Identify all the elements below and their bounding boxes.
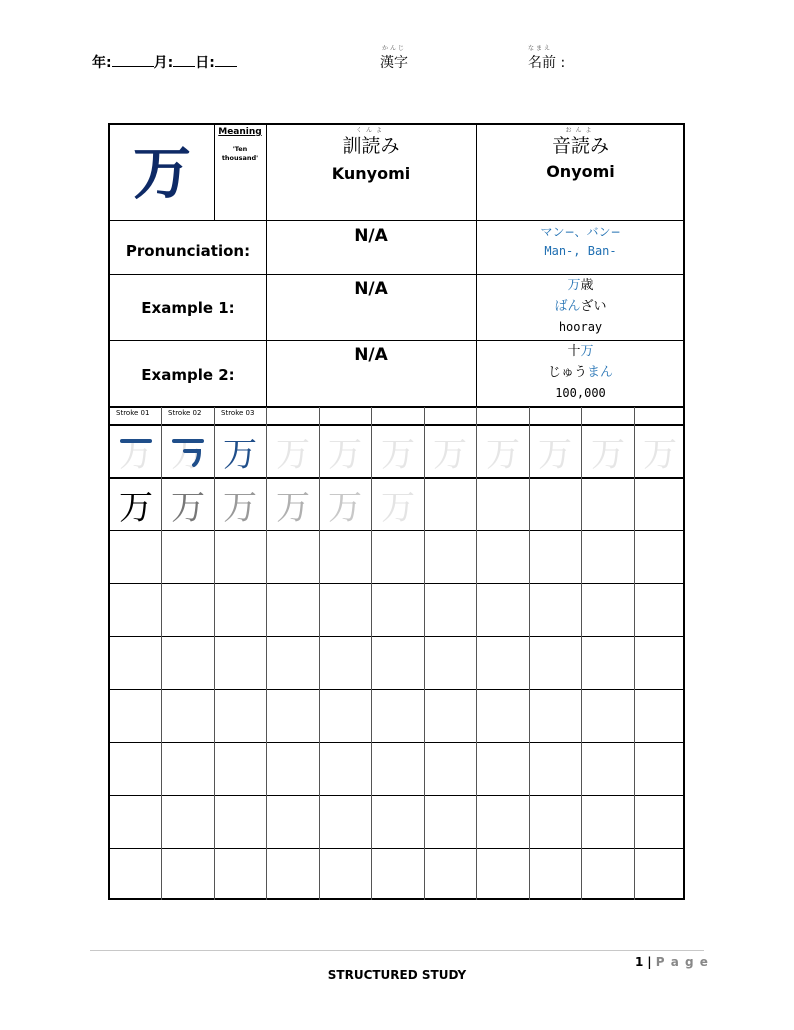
example1-onyomi (476, 276, 685, 338)
kanji-heading-ruby: かんじ (381, 45, 406, 52)
kanji-heading (380, 45, 408, 72)
stroke-step-2: 万 (162, 425, 214, 477)
main-kanji: 万 (132, 139, 191, 207)
stroke-label-3: Stroke 03 (221, 409, 255, 417)
kanji-worksheet (108, 123, 685, 900)
kanji-heading-label: 漢字 (380, 55, 408, 71)
stroke-label-1: Stroke 01 (116, 409, 150, 417)
practice-glyph-fade[interactable]: 万 (171, 487, 205, 528)
trace-cell[interactable]: 万 (486, 434, 520, 475)
example2-reading: じゅうまん (547, 365, 614, 380)
name-ruby: なまえ (528, 45, 553, 52)
pronunciation-kana: マン−、バン− (540, 225, 621, 239)
page-indicator: 1 | P a g e (635, 955, 709, 969)
date-fields (92, 52, 237, 72)
example1-label: Example 1: (141, 299, 235, 317)
kunyomi-jp: 訓読み (342, 135, 400, 157)
example2-meaning: 100,000 (555, 386, 606, 400)
month-label: 月: (153, 55, 174, 71)
meaning-title: Meaning (218, 127, 262, 137)
day-label: 日: (195, 55, 215, 71)
kunyomi-en: Kunyomi (331, 164, 411, 183)
example2-kunyomi: N/A (354, 345, 388, 365)
year-blank[interactable] (112, 54, 154, 67)
footer-divider (90, 950, 704, 951)
example1-kunyomi: N/A (354, 279, 388, 299)
year-label: 年: (92, 55, 112, 71)
pronunciation-romaji: Man-, Ban- (544, 244, 617, 258)
example1-reading: ばんざい (554, 299, 607, 314)
stroke-step-1: 万 (110, 425, 162, 477)
onyomi-header (476, 127, 685, 181)
stroke-2-icon (168, 431, 208, 471)
trace-cell[interactable]: 万 (591, 434, 625, 475)
practice-glyph-fade[interactable]: 万 (381, 487, 415, 528)
kunyomi-header (266, 127, 476, 183)
page-number: 1 (635, 955, 644, 969)
example2-label: Example 2: (141, 366, 235, 384)
stroke-step-3: 万 (223, 434, 257, 475)
name-label: 名前 : (528, 55, 566, 71)
example1-word: 万歳 (567, 278, 594, 293)
page-label: P a g e (655, 955, 709, 969)
onyomi-jp: 音読み (551, 135, 609, 157)
onyomi-ruby: おんよ (565, 127, 596, 134)
example2-onyomi (476, 342, 685, 404)
month-blank[interactable] (173, 54, 195, 67)
brand-footer: STRUCTURED STUDY (327, 968, 467, 982)
trace-cell[interactable]: 万 (381, 434, 415, 475)
meaning-box (214, 127, 266, 163)
trace-cell[interactable]: 万 (643, 434, 677, 475)
trace-cell[interactable]: 万 (538, 434, 572, 475)
practice-glyph-fade[interactable]: 万 (328, 487, 362, 528)
pronunciation-onyomi (476, 223, 685, 261)
pronunciation-kunyomi: N/A (354, 226, 388, 246)
trace-cell[interactable]: 万 (276, 434, 310, 475)
practice-glyph-fade[interactable]: 万 (276, 487, 310, 528)
example2-word: 十万 (567, 344, 594, 359)
trace-cell[interactable]: 万 (433, 434, 467, 475)
kunyomi-ruby: くんよ (355, 127, 386, 134)
stroke-label-2: Stroke 02 (168, 409, 202, 417)
trace-cell[interactable]: 万 (328, 434, 362, 475)
practice-glyph-solid: 万 (119, 487, 153, 528)
practice-glyph-fade[interactable]: 万 (223, 487, 257, 528)
day-blank[interactable] (215, 54, 237, 67)
example1-meaning: hooray (558, 320, 603, 334)
stroke-1-icon (116, 431, 156, 471)
meaning-text: 'Ten thousand' (221, 145, 259, 162)
name-field (528, 45, 565, 72)
onyomi-en: Onyomi (546, 162, 615, 181)
pronunciation-label: Pronunciation: (125, 242, 251, 260)
